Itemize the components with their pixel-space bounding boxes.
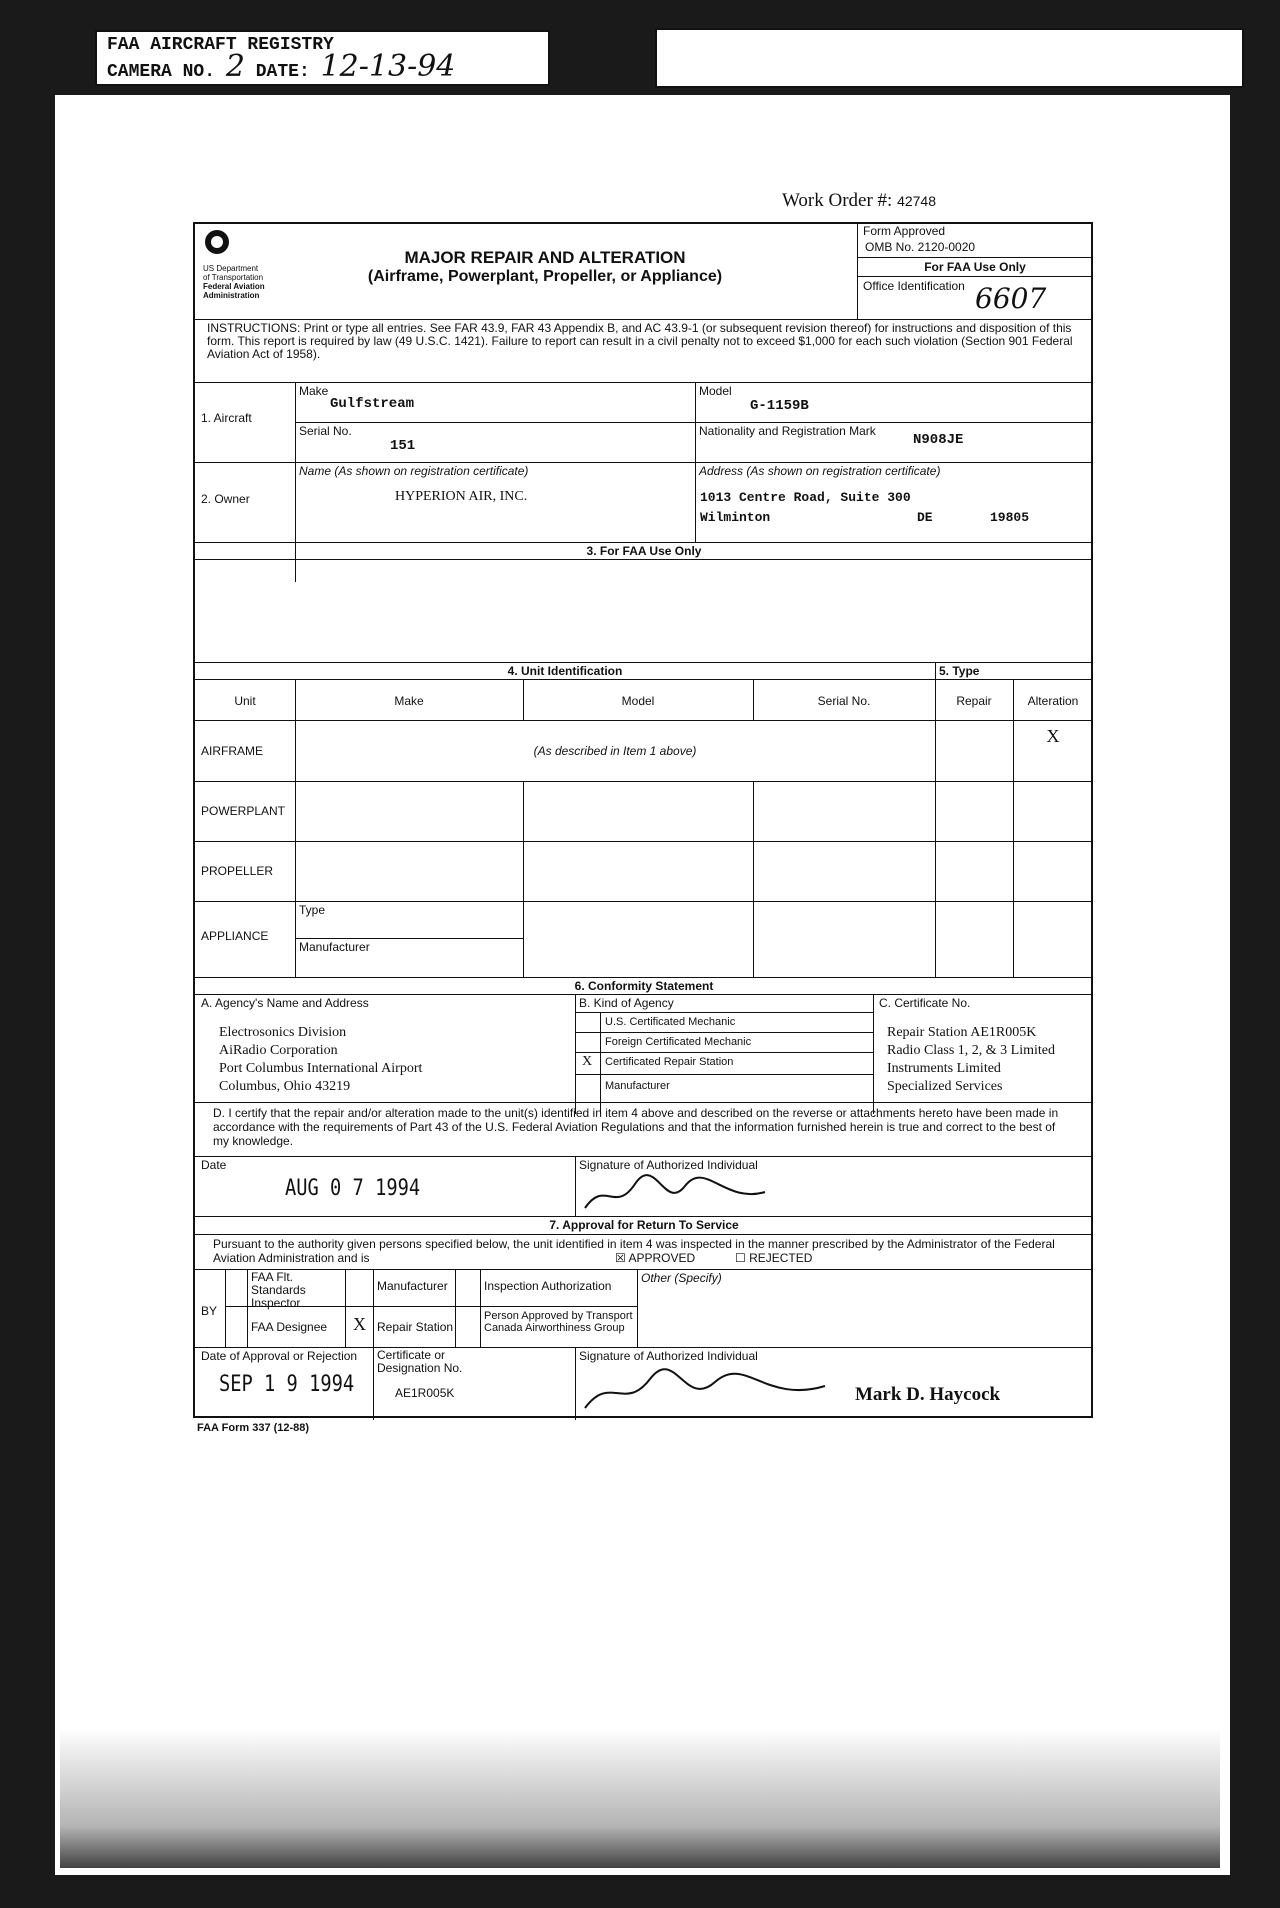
agency-name-label: A. Agency's Name and Address [201,996,369,1010]
camera-no: 2 [225,49,245,84]
aircraft-model: G-1159B [750,398,809,414]
agency-line: AiRadio Corporation [219,1043,338,1058]
appliance-manufacturer-label: Manufacturer [299,940,370,954]
cert-details [887,1024,1055,1096]
appliance-label: APPLIANCE [201,929,269,943]
manufacturer-label: Manufacturer [377,1279,448,1293]
agency-line2: Administration [203,291,260,300]
scan-artifact [60,1728,1220,1868]
serial-label: Serial No. [299,424,352,438]
camera-label: CAMERA NO. [107,62,216,82]
form-number: FAA Form 337 (12-88) [197,1422,310,1434]
cert-line: Repair Station AE1R005K [887,1025,1037,1040]
registration-mark: N908JE [913,432,964,448]
office-id-label: Office Identification [863,279,965,293]
airframe-label: AIRFRAME [201,744,264,758]
conformity-signature-label: Signature of Authorized Individual [579,1158,758,1172]
powerplant-label: POWERPLANT [201,804,286,818]
approved-option: ☒ APPROVED [615,1251,696,1265]
unit-id-section: 4. Unit Identification [507,664,623,678]
inspection-authorization-label: Inspection Authorization [484,1279,612,1293]
cert-line: Radio Class 1, 2, & 3 Limited [887,1043,1055,1058]
aircraft-make: Gulfstream [330,396,415,412]
col-repair: Repair [956,694,992,708]
model-label: Model [699,384,732,398]
work-order-no: 42748 [897,193,937,209]
form-approved: Form Approved [863,224,946,238]
agency-line: Columbus, Ohio 43219 [219,1079,351,1094]
instructions: INSTRUCTIONS: Print or type all entries. See FAR 43.9, FAR 43 Appendix B, and AC 43.9-1 (or subsequent revision thereof) for instructions and disposition of this form. This report is required by law (49 U.S.C. 1421). Failure to report can result in a civil penalty not to exceed $1,000 for each such violation (Section 901 Federal Aviation Act of 1958). [207,321,1073,361]
signature-scribble [575,1174,775,1214]
dot-logo-icon [205,230,229,254]
conformity-date: AUG 0 7 1994 [285,1176,421,1201]
col-unit: Unit [234,694,256,708]
designee-label: FAA Designee [251,1320,328,1334]
approval-cert-label: Certificate or Designation No. [377,1348,463,1375]
repair-station-label: Repair Station [377,1320,454,1334]
owner-section-label: 2. Owner [201,492,250,506]
airframe-alteration-mark: X [1046,726,1060,746]
agency-line: Electrosonics Division [219,1025,347,1040]
certify-statement: D. I certify that the repair and/or alteration made to the unit(s) identified in item 4 above and described on the reverse or attachments hereto have been made in accordance with the requirements of Part 43 of the U.S. Federal Aviation Regulations and that the information furnished herein is true and correct to the best of my knowledge. [213,1106,1059,1148]
owner-address-label: Address (As shown on registration certificate) [699,464,941,478]
approval-date-label: Date of Approval or Rejection [201,1349,358,1363]
owner-address-line1: 1013 Centre Road, Suite 300 [700,490,911,505]
agency-line: Port Columbus International Airport [219,1061,423,1076]
signature-scribble [575,1364,835,1414]
stamp-date: 12-13-94 [320,49,456,84]
aircraft-serial: 151 [390,438,416,454]
conformity-signature [575,1174,775,1214]
approval-signature [575,1364,835,1414]
kind-foreign-mechanic: Foreign Certificated Mechanic [605,1036,752,1048]
kind-us-mechanic: U.S. Certificated Mechanic [605,1016,736,1028]
approval-cert-no: AE1R005K [395,1386,455,1400]
conformity-section: 6. Conformity Statement [574,979,714,993]
faa-form-337 [193,222,1093,1418]
registry-stamp [95,30,550,86]
cert-label: C. Certificate No. [879,996,971,1010]
airframe-description: (As described in Item 1 above) [533,744,697,758]
owner-name: HYPERION AIR, INC. [395,489,528,504]
col-alteration: Alteration [1027,694,1079,708]
faa-use-section: 3. For FAA Use Only [586,544,702,558]
col-make: Make [394,694,424,708]
rejected-option: ☐ REJECTED [735,1251,813,1265]
aircraft-section-label: 1. Aircraft [201,411,252,425]
cert-line: Instruments Limited [887,1061,1001,1076]
work-order-label: Work Order #: [782,190,893,211]
repair-station-mark: X [353,1314,366,1334]
owner-zip: 19805 [990,510,1030,525]
form-title: MAJOR REPAIR AND ALTERATION [404,248,686,267]
conformity-date-label: Date [201,1158,227,1172]
nationality-label: Nationality and Registration Mark [699,424,876,438]
signer-name: Mark D. Haycock [855,1384,1001,1405]
transport-canada-label: Person Approved by Transport Canada Airworthiness Group [484,1310,633,1334]
kind-label: B. Kind of Agency [579,996,674,1010]
approval-signature-label: Signature of Authorized Individual [579,1349,758,1363]
kind-repair-station-mark: X [582,1054,593,1069]
date-label: DATE: [255,62,310,82]
owner-city: Wilminton [700,510,771,525]
dept-line1: US Department [203,264,259,273]
approval-text: Pursuant to the authority given persons specified below, the unit identified in item 4 was inspected in the manner prescribed by the Administrator of the Federal Aviation Administration and is [213,1237,1055,1265]
agency-line1: Federal Aviation [203,282,265,291]
propeller-label: PROPELLER [201,864,274,878]
owner-state: DE [917,510,933,525]
col-serial: Serial No. [817,694,871,708]
rejected-label: REJECTED [749,1251,813,1265]
faa-use-only: For FAA Use Only [924,260,1026,274]
approval-section: 7. Approval for Return To Service [549,1218,739,1232]
omb-number: OMB No. 2120-0020 [865,240,976,254]
appliance-type-label: Type [299,903,326,917]
agency-address [219,1024,422,1096]
owner-name-label: Name (As shown on registration certificate) [299,464,529,478]
fsi-label: FAA Flt. Standards Inspector [251,1270,306,1310]
col-model: Model [621,694,655,708]
by-label: BY [201,1304,218,1318]
type-section: 5. Type [939,664,980,678]
work-order [782,190,936,212]
dept-line2: of Transportation [203,273,264,282]
registry-line: FAA AIRCRAFT REGISTRY [107,35,334,55]
approved-label: APPROVED [628,1251,696,1265]
form-subtitle: (Airframe, Powerplant, Propeller, or Appliance) [367,268,723,285]
cert-line: Specialized Services [887,1079,1003,1094]
make-label: Make [299,384,329,398]
blank-stamp-box [655,28,1244,88]
kind-manufacturer: Manufacturer [605,1080,670,1092]
approval-date: SEP 1 9 1994 [219,1372,355,1397]
office-id-value: 6607 [975,282,1047,315]
other-label: Other (Specify) [641,1271,722,1285]
kind-repair-station: Certificated Repair Station [605,1056,734,1068]
